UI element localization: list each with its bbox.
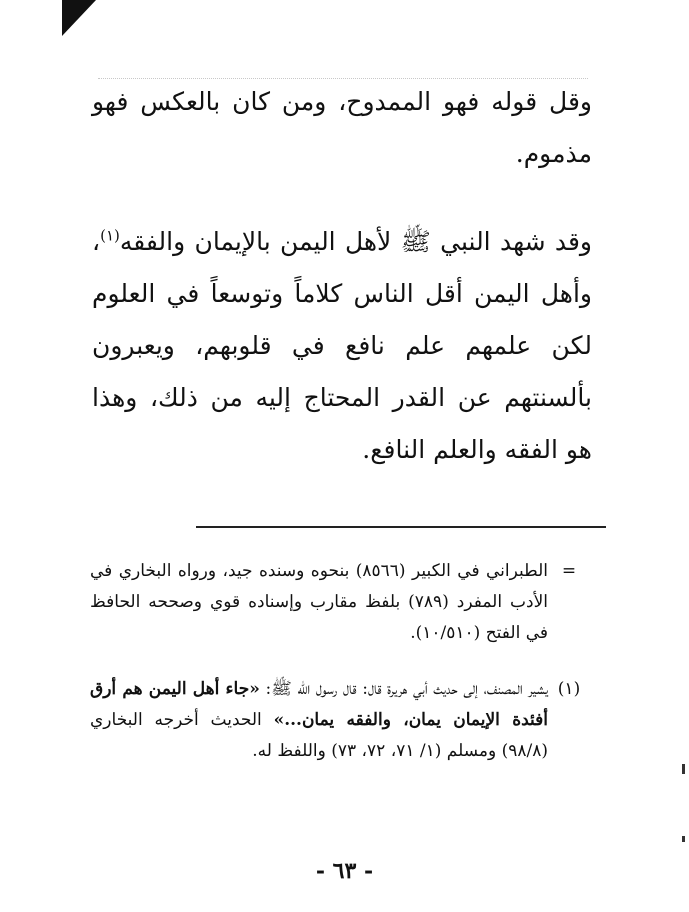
scan-corner-mark	[62, 0, 96, 36]
scan-edge-mark	[682, 764, 685, 774]
footnote-continuation-text: الطبراني في الكبير (٨٥٦٦) بنحوه وسنده جيد، ورواه البخاري في الأدب المفرد (٧٨٩) بلفظ مقارب وإسناده قوي وصححه الحافظ في الفتح (١٠/٥١٠).	[90, 561, 549, 643]
paragraph-2-text-start: وقد شهد النبي ﷺ لأهل اليمن بالإيمان والفقه	[119, 227, 592, 256]
scan-edge-mark	[682, 836, 685, 842]
footnote-separator	[196, 526, 606, 528]
footnote-ref-1[interactable]: (١)	[100, 226, 120, 245]
footnote-1-marker: (١)	[557, 679, 581, 699]
footnote-1-body	[90, 674, 548, 767]
footnote-continuation-marker: =	[561, 561, 577, 581]
footnote-continuation	[90, 556, 590, 649]
footnote-1-hadith-quote: «جاء أهل اليمن هم أرق أفئدة الإيمان يمان، والفقه يمان...»	[90, 679, 548, 730]
page-number: - ٦٣ -	[315, 858, 374, 884]
footnote-1-source: الحديث أخرجه البخاري (٩٨/٨) ومسلم (١/ ٧١، ٧٢، ٧٣) واللفظ له.	[90, 710, 548, 761]
paragraph-2	[92, 216, 592, 476]
paragraph-1: وقل قوله فهو الممدوح، ومن كان بالعكس فهو مذموم.	[92, 87, 592, 168]
footnote-1-intro: يشير المصنف، إلى حديث أبي هريرة قال: قال رسول الله ﷺ:	[265, 679, 548, 699]
footnote-1	[90, 674, 590, 767]
paragraph-2-text-end: ، وأهل اليمن أقل الناس كلاماً وتوسعاً في العلوم لكن علمهم علم نافع في قلوبهم، ويعبرون بألسنتهم عن القدر المحتاج إليه من ذلك، وهذا هو الفقه والعلم النافع.	[92, 227, 592, 464]
